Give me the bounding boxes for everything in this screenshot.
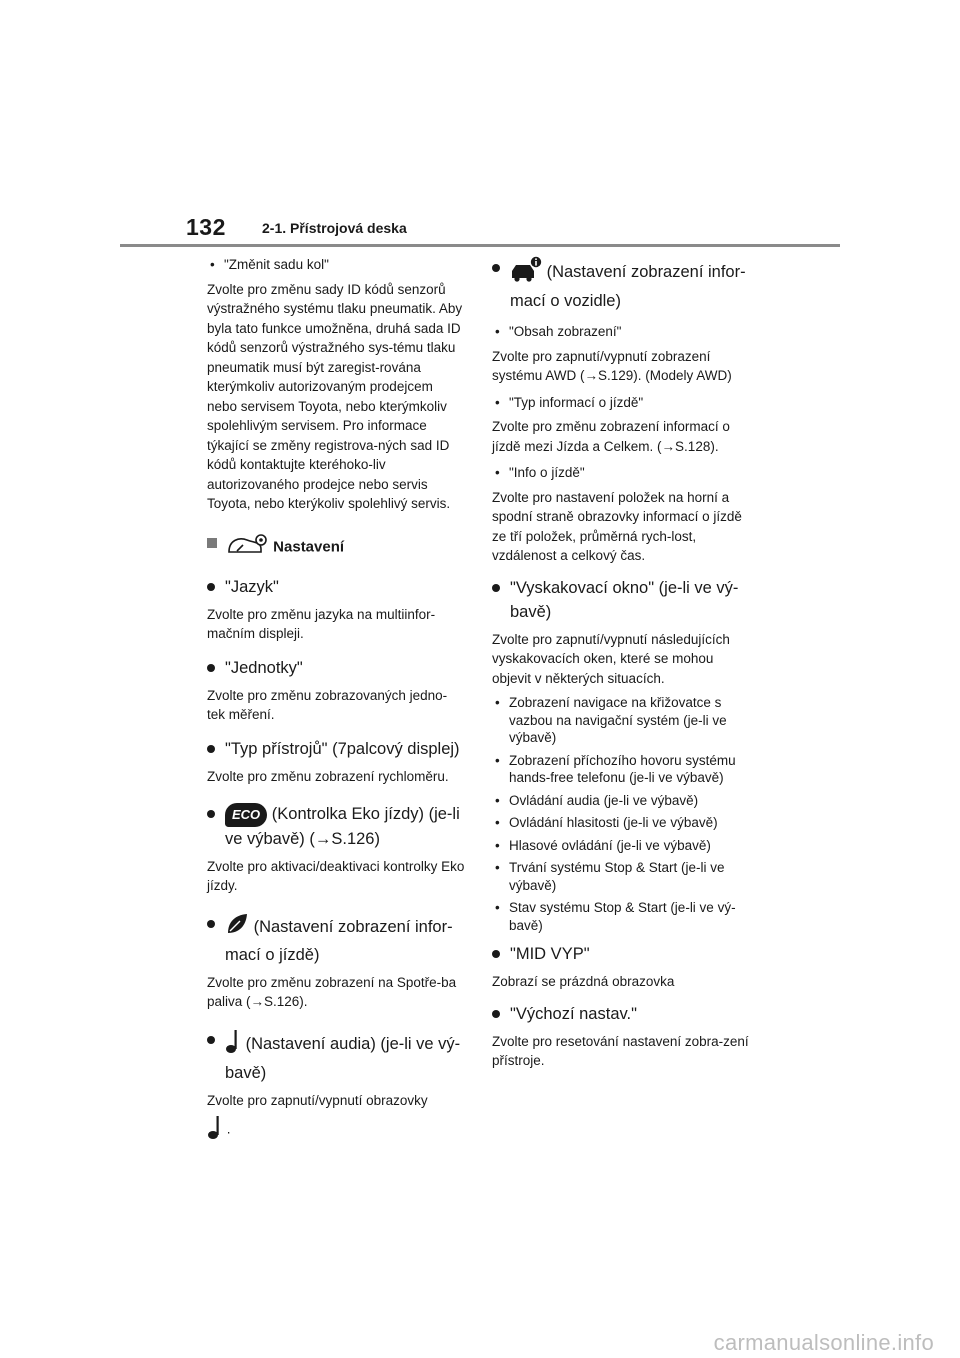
drive-info-heading <box>207 912 465 967</box>
units-text: Zvolte pro změnu zobrazovaných jedno-tek měření. <box>207 687 448 722</box>
settings-heading <box>207 532 465 563</box>
content-heading: • "Obsah zobrazení" <box>492 323 750 341</box>
drive-info-title: (Nastavení zobrazení infor-mací o jízdě) <box>225 917 453 964</box>
header-divider <box>120 244 840 247</box>
drive-info-text: Zvolte pro změnu zobrazení na Spotře-ba paliva (→S.126). <box>207 974 457 1010</box>
music-note-icon <box>207 1114 223 1146</box>
vehicle-info-heading <box>492 256 750 313</box>
list-item: • Zobrazení navigace na křižovatce s vazbou na navigační systém (je-li ve výbavě) <box>492 694 750 747</box>
popup-list <box>492 694 750 934</box>
car-info-icon <box>510 256 542 289</box>
page-number: 132 <box>186 214 226 240</box>
change-wheels-heading: • "Změnit sadu kol" <box>207 256 465 274</box>
trip-type-heading: • "Typ informací o jízdě" <box>492 394 750 412</box>
eco-title: (Kontrolka Eko jízdy) (je-li ve výbavě) (→S.126) <box>225 805 460 848</box>
list-item: • Trvání systému Stop & Start (je-li ve výbavě) <box>492 859 750 894</box>
change-wheels-text: Zvolte pro změnu sady ID kódů senzorů výstražného systému tlaku pneumatik. Aby byla tato funkce umožněna, druhá sada ID kódů senzorů výstražného sys-tému tlaku pneumatik musí být zaregist-rována kterýmkoliv autorizovaným prodejcem nebo servisem Toyota, nebo kterýmkoliv spolehlivým servisem. Pro informace týkající se změny registrova-ných sad ID kódů kontaktujte kteréhoko-liv autorizovaného prodejce nebo servis Toyota, nebo kterýkoliv spolehlivý servis. <box>207 281 463 511</box>
list-item: • Stav systému Stop & Start (je-li ve vý-bavě) <box>492 899 750 934</box>
language-heading: "Jazyk" <box>207 575 465 599</box>
eco-heading <box>207 802 465 851</box>
units-heading: "Jednotky" <box>207 656 465 680</box>
default-heading: "Výchozí nastav." <box>492 1002 750 1026</box>
mid-off-heading: "MID VYP" <box>492 942 750 966</box>
trip-info-text: Zvolte pro nastavení položek na horní a spodní straně obrazovky informací o jízdě ze tří položek, průměrná rych-lost, vzdálenost a celkový čas. <box>492 489 742 563</box>
eco-text: Zvolte pro aktivaci/deaktivaci kontrolky Eko jízdy. <box>207 858 465 894</box>
music-note-icon <box>225 1028 241 1061</box>
fuel-leaf-icon <box>225 912 249 943</box>
audio-text-end: . <box>226 1121 231 1137</box>
watermark: carmanualsonline.info <box>713 1330 934 1355</box>
gauge-gear-icon <box>225 532 269 563</box>
popup-heading: "Vyskakovací okno" (je-li ve vý-bavě) <box>492 576 750 624</box>
audio-heading <box>207 1028 465 1085</box>
audio-text: Zvolte pro zapnutí/vypnutí obrazovky <box>207 1092 428 1108</box>
mid-off-text: Zobrazí se prázdná obrazovka <box>492 974 675 989</box>
right-column <box>492 256 750 1071</box>
list-item: • Ovládání audia (je-li ve výbavě) <box>492 792 750 810</box>
audio-text-line <box>207 1114 465 1146</box>
popup-text: Zvolte pro zapnutí/vypnutí následujících vyskakovacích oken, které se mohou objevit v některých situacích. <box>492 631 730 686</box>
trip-type-text: Zvolte pro změnu zobrazení informací o jízdě mezi Jízda a Celkem. (→S.128). <box>492 419 730 454</box>
settings-title: Nastavení <box>273 537 345 555</box>
page-header <box>0 0 960 250</box>
language-text: Zvolte pro změnu jazyka na multiinfor-mačním displeji. <box>207 606 436 641</box>
list-item: • Zobrazení příchozího hovoru systému hands-free telefonu (je-li ve výbavě) <box>492 752 750 787</box>
vehicle-info-title: (Nastavení zobrazení infor-mací o vozidle) <box>510 262 746 310</box>
audio-title: (Nastavení audia) (je-li ve vý-bavě) <box>225 1034 461 1082</box>
eco-indicator-icon: ECO <box>225 803 267 827</box>
gauge-type-heading: "Typ přístrojů" (7palcový displej) <box>207 737 465 761</box>
gauge-type-text: Zvolte pro změnu zobrazení rychloměru. <box>207 768 449 784</box>
section-title: 2-1. Přístrojová deska <box>262 220 407 236</box>
content-text: Zvolte pro zapnutí/vypnutí zobrazení systému AWD (→S.129). (Modely AWD) <box>492 348 732 383</box>
default-text: Zvolte pro resetování nastavení zobra-zení přístroje. <box>492 1033 749 1068</box>
page-footer <box>0 1330 960 1358</box>
list-item: • Hlasové ovládání (je-li ve výbavě) <box>492 837 750 855</box>
list-item: • Ovládání hlasitosti (je-li ve výbavě) <box>492 814 750 832</box>
left-column <box>207 256 465 1146</box>
trip-info-heading: • "Info o jízdě" <box>492 464 750 482</box>
